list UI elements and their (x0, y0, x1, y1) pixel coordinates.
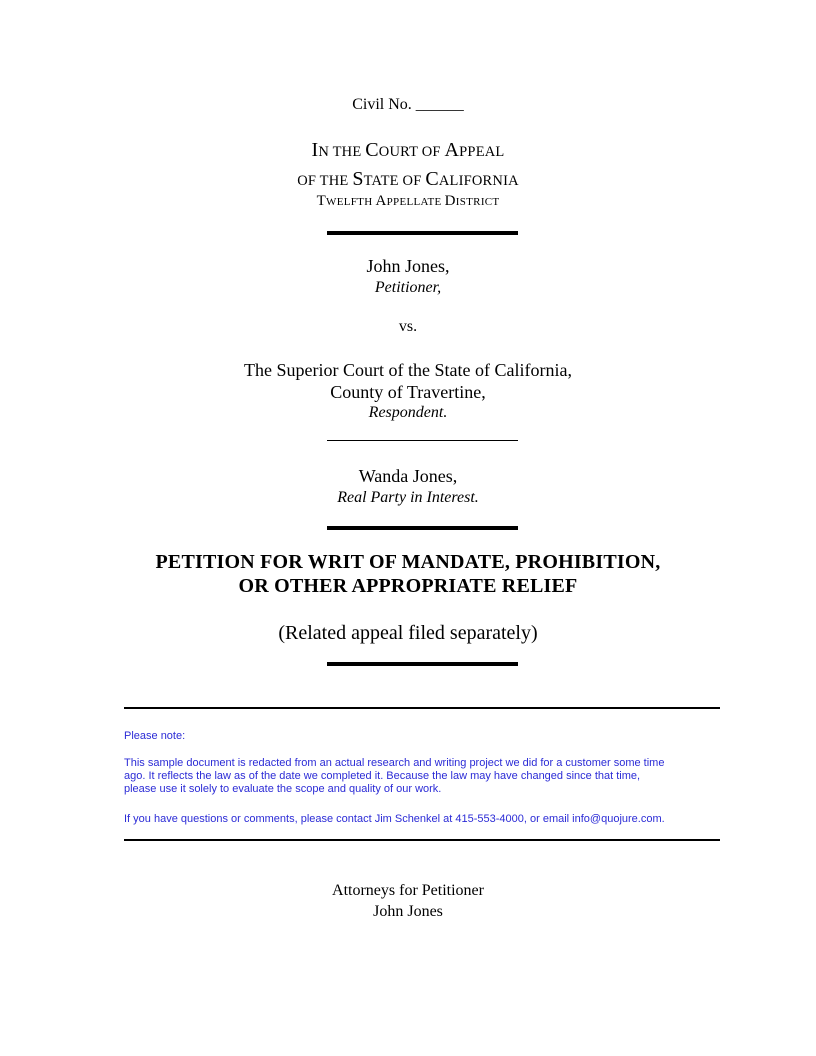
versus-label: vs. (398, 318, 418, 335)
petitioner-role: Petitioner, (374, 279, 442, 296)
attorneys-label: Attorneys for Petitioner (332, 882, 484, 899)
note-contact: If you have questions or comments, please contact Jim Schenkel at 415-553-4000, or email info@quojure.com. (124, 813, 665, 825)
note-heading: Please note: (124, 730, 186, 742)
note-body-line: please use it solely to evaluate the scope and quality of our work. (124, 783, 442, 795)
note-bottom-rule (124, 839, 720, 841)
real-party-role: Real Party in Interest. (337, 489, 479, 506)
respondent-name-line1: The Superior Court of the State of California, (244, 360, 572, 380)
thick-divider (327, 231, 518, 235)
document-title-line1: PETITION FOR WRIT OF MANDATE, PROHIBITION, (155, 551, 661, 573)
note-top-rule (124, 707, 720, 709)
document-title-line2: OR OTHER APPROPRIATE RELIEF (238, 575, 578, 597)
note-body (124, 757, 724, 796)
civil-number: Civil No. ______ (352, 96, 464, 113)
thick-divider (327, 526, 518, 530)
court-name-line1: IN THE COURT OF APPEAL (311, 139, 505, 161)
real-party-name: Wanda Jones, (358, 466, 458, 486)
related-appeal-note: (Related appeal filed separately) (278, 622, 538, 644)
thick-divider (327, 662, 518, 666)
note-body-line: ago. It reflects the law as of the date we completed it. Because the law may have changed since that time, (124, 770, 641, 782)
attorneys-client: John Jones (373, 903, 443, 920)
court-name-line2: OF THE STATE OF CALIFORNIA (297, 168, 519, 190)
note-body-line: This sample document is redacted from an actual research and writing project we did for a customer some time (124, 757, 665, 769)
respondent-role: Respondent. (368, 404, 448, 421)
petitioner-name: John Jones, (366, 256, 450, 276)
court-district: TWELFTH APPELLATE DISTRICT (316, 193, 500, 209)
thin-divider (327, 440, 518, 441)
respondent-name-line2: County of Travertine, (330, 382, 486, 402)
